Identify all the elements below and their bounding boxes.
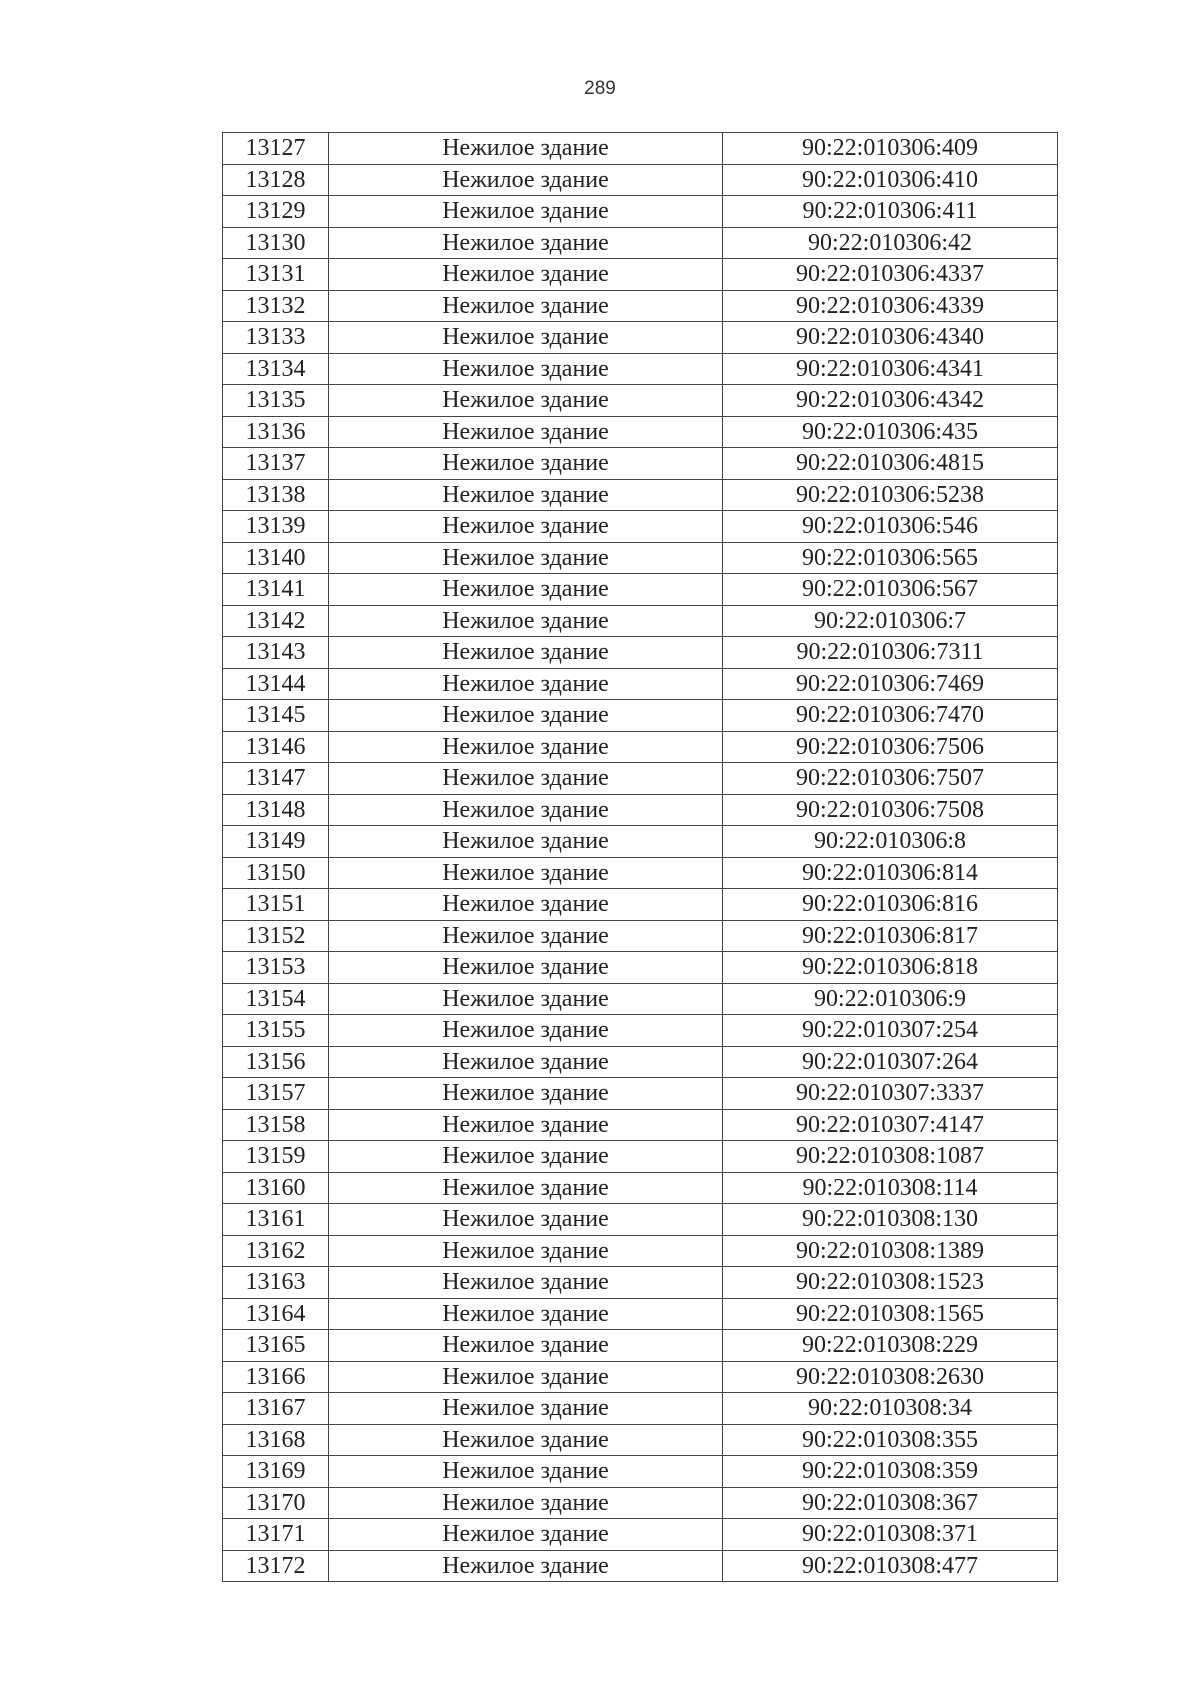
cadastral-number-cell: 90:22:010306:816 — [723, 889, 1058, 921]
object-type-cell: Нежилое здание — [329, 511, 723, 543]
object-type-cell: Нежилое здание — [329, 133, 723, 165]
cadastral-number-cell: 90:22:010307:254 — [723, 1015, 1058, 1047]
table-row — [223, 857, 1058, 889]
object-type-cell: Нежилое здание — [329, 1487, 723, 1519]
cadastral-number-cell: 90:22:010306:7507 — [723, 763, 1058, 795]
table-row — [223, 133, 1058, 165]
row-number-cell: 13146 — [223, 731, 329, 763]
table-row — [223, 889, 1058, 921]
table-row — [223, 731, 1058, 763]
row-number-cell: 13151 — [223, 889, 329, 921]
table-row — [223, 983, 1058, 1015]
cadastral-number-cell: 90:22:010306:817 — [723, 920, 1058, 952]
object-type-cell: Нежилое здание — [329, 227, 723, 259]
cadastral-number-cell: 90:22:010307:3337 — [723, 1078, 1058, 1110]
cadastral-number-cell: 90:22:010306:8 — [723, 826, 1058, 858]
table-row — [223, 322, 1058, 354]
cadastral-number-cell: 90:22:010308:367 — [723, 1487, 1058, 1519]
cadastral-number-cell: 90:22:010308:355 — [723, 1424, 1058, 1456]
object-type-cell: Нежилое здание — [329, 448, 723, 480]
table-body — [223, 133, 1058, 1582]
object-type-cell: Нежилое здание — [329, 1424, 723, 1456]
row-number-cell: 13132 — [223, 290, 329, 322]
object-type-cell: Нежилое здание — [329, 763, 723, 795]
table-row — [223, 196, 1058, 228]
row-number-cell: 13150 — [223, 857, 329, 889]
row-number-cell: 13162 — [223, 1235, 329, 1267]
row-number-cell: 13165 — [223, 1330, 329, 1362]
cadastral-number-cell: 90:22:010308:130 — [723, 1204, 1058, 1236]
cadastral-number-cell: 90:22:010306:7311 — [723, 637, 1058, 669]
row-number-cell: 13135 — [223, 385, 329, 417]
row-number-cell: 13139 — [223, 511, 329, 543]
row-number-cell: 13143 — [223, 637, 329, 669]
object-type-cell: Нежилое здание — [329, 1204, 723, 1236]
cadastral-number-cell: 90:22:010306:5238 — [723, 479, 1058, 511]
object-type-cell: Нежилое здание — [329, 1267, 723, 1299]
row-number-cell: 13145 — [223, 700, 329, 732]
cadastral-number-cell: 90:22:010308:229 — [723, 1330, 1058, 1362]
cadastral-number-cell: 90:22:010306:546 — [723, 511, 1058, 543]
table-row — [223, 448, 1058, 480]
cadastral-number-cell: 90:22:010306:4339 — [723, 290, 1058, 322]
property-registry-table — [222, 132, 1058, 1582]
object-type-cell: Нежилое здание — [329, 668, 723, 700]
cadastral-number-cell: 90:22:010307:4147 — [723, 1109, 1058, 1141]
object-type-cell: Нежилое здание — [329, 1519, 723, 1551]
cadastral-number-cell: 90:22:010307:264 — [723, 1046, 1058, 1078]
object-type-cell: Нежилое здание — [329, 731, 723, 763]
object-type-cell: Нежилое здание — [329, 259, 723, 291]
table-row — [223, 1361, 1058, 1393]
table-row — [223, 416, 1058, 448]
table-row — [223, 1204, 1058, 1236]
object-type-cell: Нежилое здание — [329, 1141, 723, 1173]
page-number: 289 — [584, 78, 616, 99]
object-type-cell: Нежилое здание — [329, 1046, 723, 1078]
row-number-cell: 13167 — [223, 1393, 329, 1425]
table-row — [223, 385, 1058, 417]
cadastral-number-cell: 90:22:010306:409 — [723, 133, 1058, 165]
row-number-cell: 13134 — [223, 353, 329, 385]
cadastral-number-cell: 90:22:010306:4337 — [723, 259, 1058, 291]
object-type-cell: Нежилое здание — [329, 542, 723, 574]
cadastral-number-cell: 90:22:010308:1565 — [723, 1298, 1058, 1330]
row-number-cell: 13136 — [223, 416, 329, 448]
row-number-cell: 13129 — [223, 196, 329, 228]
row-number-cell: 13138 — [223, 479, 329, 511]
row-number-cell: 13131 — [223, 259, 329, 291]
row-number-cell: 13155 — [223, 1015, 329, 1047]
cadastral-number-cell: 90:22:010308:114 — [723, 1172, 1058, 1204]
object-type-cell: Нежилое здание — [329, 574, 723, 606]
table-row — [223, 1330, 1058, 1362]
table-row — [223, 479, 1058, 511]
cadastral-number-cell: 90:22:010308:477 — [723, 1550, 1058, 1582]
cadastral-number-cell: 90:22:010306:7506 — [723, 731, 1058, 763]
row-number-cell: 13149 — [223, 826, 329, 858]
table-row — [223, 1393, 1058, 1425]
cadastral-number-cell: 90:22:010306:7 — [723, 605, 1058, 637]
object-type-cell: Нежилое здание — [329, 479, 723, 511]
object-type-cell: Нежилое здание — [329, 857, 723, 889]
table-row — [223, 1519, 1058, 1551]
table-row — [223, 952, 1058, 984]
row-number-cell: 13166 — [223, 1361, 329, 1393]
row-number-cell: 13140 — [223, 542, 329, 574]
row-number-cell: 13156 — [223, 1046, 329, 1078]
object-type-cell: Нежилое здание — [329, 700, 723, 732]
row-number-cell: 13147 — [223, 763, 329, 795]
table-row — [223, 1424, 1058, 1456]
table-row — [223, 700, 1058, 732]
table-row — [223, 1298, 1058, 1330]
row-number-cell: 13159 — [223, 1141, 329, 1173]
row-number-cell: 13158 — [223, 1109, 329, 1141]
cadastral-number-cell: 90:22:010306:4342 — [723, 385, 1058, 417]
object-type-cell: Нежилое здание — [329, 1172, 723, 1204]
table-row — [223, 826, 1058, 858]
row-number-cell: 13128 — [223, 164, 329, 196]
row-number-cell: 13142 — [223, 605, 329, 637]
cadastral-number-cell: 90:22:010306:565 — [723, 542, 1058, 574]
object-type-cell: Нежилое здание — [329, 1330, 723, 1362]
cadastral-number-cell: 90:22:010308:34 — [723, 1393, 1058, 1425]
object-type-cell: Нежилое здание — [329, 1109, 723, 1141]
cadastral-number-cell: 90:22:010306:9 — [723, 983, 1058, 1015]
cadastral-number-cell: 90:22:010306:4341 — [723, 353, 1058, 385]
row-number-cell: 13133 — [223, 322, 329, 354]
row-number-cell: 13169 — [223, 1456, 329, 1488]
object-type-cell: Нежилое здание — [329, 605, 723, 637]
object-type-cell: Нежилое здание — [329, 1393, 723, 1425]
object-type-cell: Нежилое здание — [329, 1015, 723, 1047]
cadastral-number-cell: 90:22:010308:2630 — [723, 1361, 1058, 1393]
table-row — [223, 1046, 1058, 1078]
cadastral-number-cell: 90:22:010306:4815 — [723, 448, 1058, 480]
table-row — [223, 353, 1058, 385]
object-type-cell: Нежилое здание — [329, 164, 723, 196]
table-row — [223, 511, 1058, 543]
row-number-cell: 13163 — [223, 1267, 329, 1299]
object-type-cell: Нежилое здание — [329, 794, 723, 826]
object-type-cell: Нежилое здание — [329, 1298, 723, 1330]
table-row — [223, 574, 1058, 606]
cadastral-number-cell: 90:22:010306:818 — [723, 952, 1058, 984]
row-number-cell: 13144 — [223, 668, 329, 700]
cadastral-number-cell: 90:22:010306:42 — [723, 227, 1058, 259]
cadastral-number-cell: 90:22:010306:4340 — [723, 322, 1058, 354]
object-type-cell: Нежилое здание — [329, 920, 723, 952]
row-number-cell: 13153 — [223, 952, 329, 984]
row-number-cell: 13164 — [223, 1298, 329, 1330]
cadastral-number-cell: 90:22:010308:1389 — [723, 1235, 1058, 1267]
table-row — [223, 1109, 1058, 1141]
row-number-cell: 13157 — [223, 1078, 329, 1110]
object-type-cell: Нежилое здание — [329, 1456, 723, 1488]
table-row — [223, 227, 1058, 259]
table-row — [223, 1078, 1058, 1110]
object-type-cell: Нежилое здание — [329, 637, 723, 669]
cadastral-number-cell: 90:22:010306:411 — [723, 196, 1058, 228]
cadastral-number-cell: 90:22:010306:7469 — [723, 668, 1058, 700]
table-row — [223, 1456, 1058, 1488]
object-type-cell: Нежилое здание — [329, 322, 723, 354]
table-row — [223, 1550, 1058, 1582]
row-number-cell: 13152 — [223, 920, 329, 952]
object-type-cell: Нежилое здание — [329, 1361, 723, 1393]
object-type-cell: Нежилое здание — [329, 889, 723, 921]
table-row — [223, 605, 1058, 637]
table-row — [223, 259, 1058, 291]
table-row — [223, 1141, 1058, 1173]
row-number-cell: 13171 — [223, 1519, 329, 1551]
table-row — [223, 794, 1058, 826]
cadastral-number-cell: 90:22:010306:435 — [723, 416, 1058, 448]
object-type-cell: Нежилое здание — [329, 1550, 723, 1582]
table-row — [223, 290, 1058, 322]
cadastral-number-cell: 90:22:010306:814 — [723, 857, 1058, 889]
row-number-cell: 13161 — [223, 1204, 329, 1236]
row-number-cell: 13172 — [223, 1550, 329, 1582]
cadastral-number-cell: 90:22:010306:7508 — [723, 794, 1058, 826]
row-number-cell: 13137 — [223, 448, 329, 480]
row-number-cell: 13168 — [223, 1424, 329, 1456]
row-number-cell: 13160 — [223, 1172, 329, 1204]
table-row — [223, 542, 1058, 574]
object-type-cell: Нежилое здание — [329, 826, 723, 858]
object-type-cell: Нежилое здание — [329, 983, 723, 1015]
cadastral-number-cell: 90:22:010306:7470 — [723, 700, 1058, 732]
object-type-cell: Нежилое здание — [329, 416, 723, 448]
table-row — [223, 1015, 1058, 1047]
table-row — [223, 763, 1058, 795]
table-row — [223, 164, 1058, 196]
row-number-cell: 13127 — [223, 133, 329, 165]
row-number-cell: 13154 — [223, 983, 329, 1015]
object-type-cell: Нежилое здание — [329, 1235, 723, 1267]
object-type-cell: Нежилое здание — [329, 290, 723, 322]
cadastral-number-cell: 90:22:010308:1087 — [723, 1141, 1058, 1173]
table-row — [223, 1172, 1058, 1204]
row-number-cell: 13130 — [223, 227, 329, 259]
row-number-cell: 13141 — [223, 574, 329, 606]
table-row — [223, 920, 1058, 952]
cadastral-number-cell: 90:22:010308:1523 — [723, 1267, 1058, 1299]
object-type-cell: Нежилое здание — [329, 1078, 723, 1110]
cadastral-number-cell: 90:22:010308:359 — [723, 1456, 1058, 1488]
table-row — [223, 637, 1058, 669]
table-row — [223, 1487, 1058, 1519]
row-number-cell: 13170 — [223, 1487, 329, 1519]
table-row — [223, 1267, 1058, 1299]
table-row — [223, 668, 1058, 700]
object-type-cell: Нежилое здание — [329, 385, 723, 417]
cadastral-number-cell: 90:22:010308:371 — [723, 1519, 1058, 1551]
object-type-cell: Нежилое здание — [329, 196, 723, 228]
table-row — [223, 1235, 1058, 1267]
object-type-cell: Нежилое здание — [329, 353, 723, 385]
cadastral-number-cell: 90:22:010306:410 — [723, 164, 1058, 196]
object-type-cell: Нежилое здание — [329, 952, 723, 984]
cadastral-number-cell: 90:22:010306:567 — [723, 574, 1058, 606]
row-number-cell: 13148 — [223, 794, 329, 826]
